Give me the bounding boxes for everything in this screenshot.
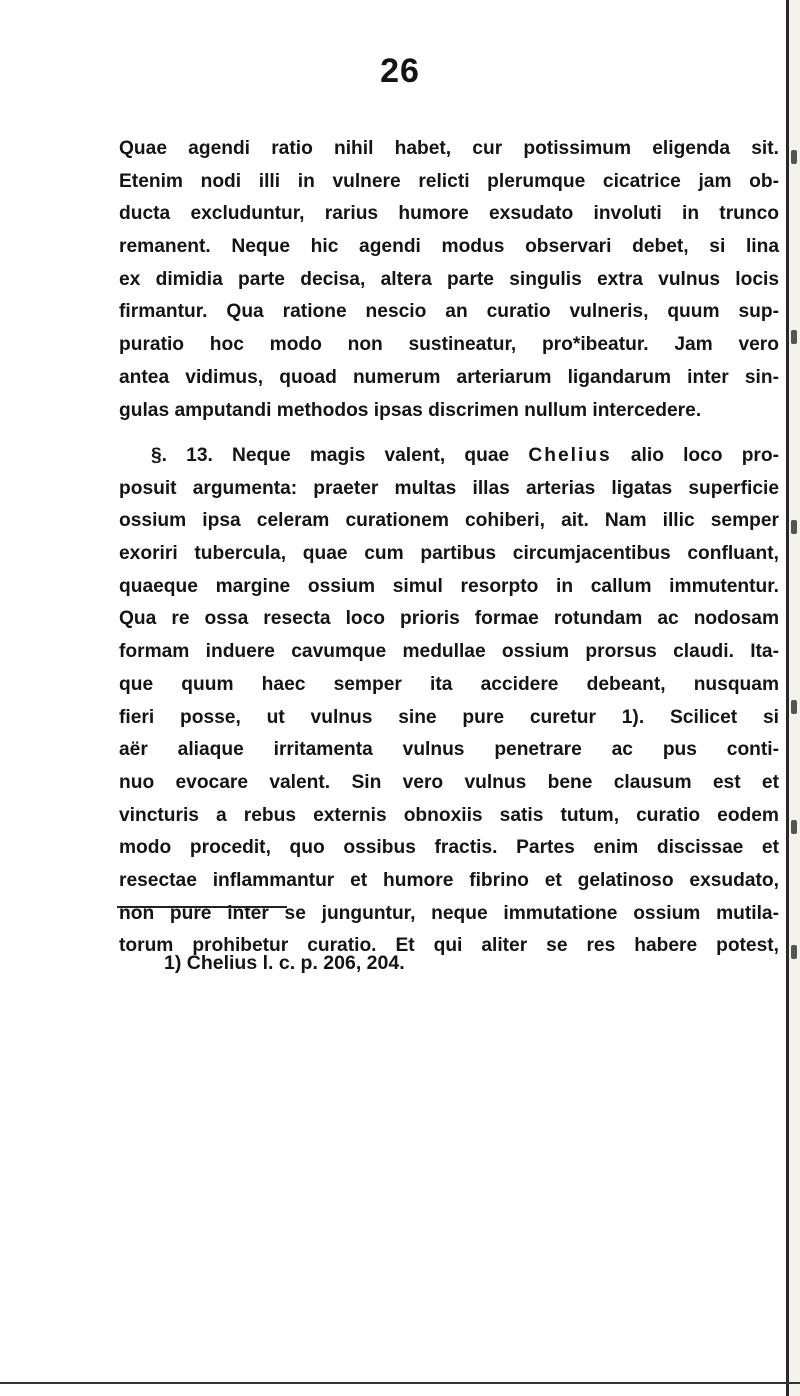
text-line: nuo evocare valent. Sin vero vulnus bene clausum est et (119, 771, 779, 793)
paragraph-2 (119, 440, 779, 963)
text-line: formam induere cavumque medullae ossium prorsus claudi. Ita- (119, 641, 779, 663)
section-lead-text-end: alio loco pro- (611, 445, 779, 466)
page-number: 26 (380, 52, 420, 90)
adjacent-page-mark (791, 700, 797, 714)
text-line: non pure inter se junguntur, neque immutatione ossium mutila- (119, 902, 779, 924)
adjacent-page-strip (789, 0, 800, 1396)
adjacent-page-mark (791, 330, 797, 344)
scan-bottom-edge (0, 1382, 800, 1384)
text-line: ossium ipsa celeram curationem cohiberi, ait. Nam illic semper (119, 510, 779, 532)
text-line: que quum haec semper ita accidere debeant, nusquam (119, 673, 779, 695)
text-line: firmantur. Qua ratione nescio an curatio vulneris, quum sup- (119, 301, 779, 323)
adjacent-page-mark (791, 945, 797, 959)
text-line: Etenim nodi illi in vulnere relicti plerumque cicatrice jam ob- (119, 170, 779, 192)
text-line: gulas amputandi methodos ipsas discrimen nullum intercedere. (119, 399, 702, 421)
text-line: fieri posse, ut vulnus sine pure curetur 1). Scilicet si (119, 706, 779, 728)
text-line: aër aliaque irritamenta vulnus penetrare ac pus conti- (119, 739, 779, 761)
paragraph-1 (119, 133, 779, 427)
text-line: torum prohibetur curatio. Et qui aliter se res habere potest, (119, 935, 779, 957)
footnote: 1) Chelius l. c. p. 206, 204. (164, 952, 405, 974)
text-line: posuit argumenta: praeter multas illas arterias ligatas superficie (119, 477, 779, 499)
text-line: exoriri tubercula, quae cum partibus circumjacentibus confluant, (119, 543, 779, 565)
footnote-rule (117, 906, 287, 908)
text-line: ex dimidia parte decisa, altera parte singulis extra vulnus locis (119, 268, 779, 290)
section-lead-text: §. 13. Neque magis valent, quae (151, 445, 529, 466)
text-line: vincturis a rebus externis obnoxiis satis tutum, curatio eodem (119, 804, 779, 826)
author-name: Chelius (528, 445, 612, 466)
adjacent-page-mark (791, 820, 797, 834)
text-line: quaeque margine ossium simul resorpto in callum immutentur. (119, 575, 779, 597)
text-line: remanent. Neque hic agendi modus observari debet, si lina (119, 236, 779, 258)
text-line: modo procedit, quo ossibus fractis. Partes enim discissae et (119, 837, 779, 859)
adjacent-page-mark (791, 520, 797, 534)
text-line: Qua re ossa resecta loco prioris formae rotundam ac nodosam (119, 608, 779, 630)
text-line: resectae inflammantur et humore fibrino et gelatinoso exsudato, (119, 869, 779, 891)
section-heading-line (119, 440, 779, 473)
text-line: ducta excluduntur, rarius humore exsudato involuti in trunco (119, 203, 779, 225)
adjacent-page-mark (791, 150, 797, 164)
text-line: puratio hoc modo non sustineatur, pro*ibeatur. Jam vero (119, 334, 779, 356)
text-line: Quae agendi ratio nihil habet, cur potissimum eligenda sit. (119, 138, 779, 159)
text-line: antea vidimus, quoad numerum arteriarum ligandarum inter sin- (119, 366, 779, 388)
